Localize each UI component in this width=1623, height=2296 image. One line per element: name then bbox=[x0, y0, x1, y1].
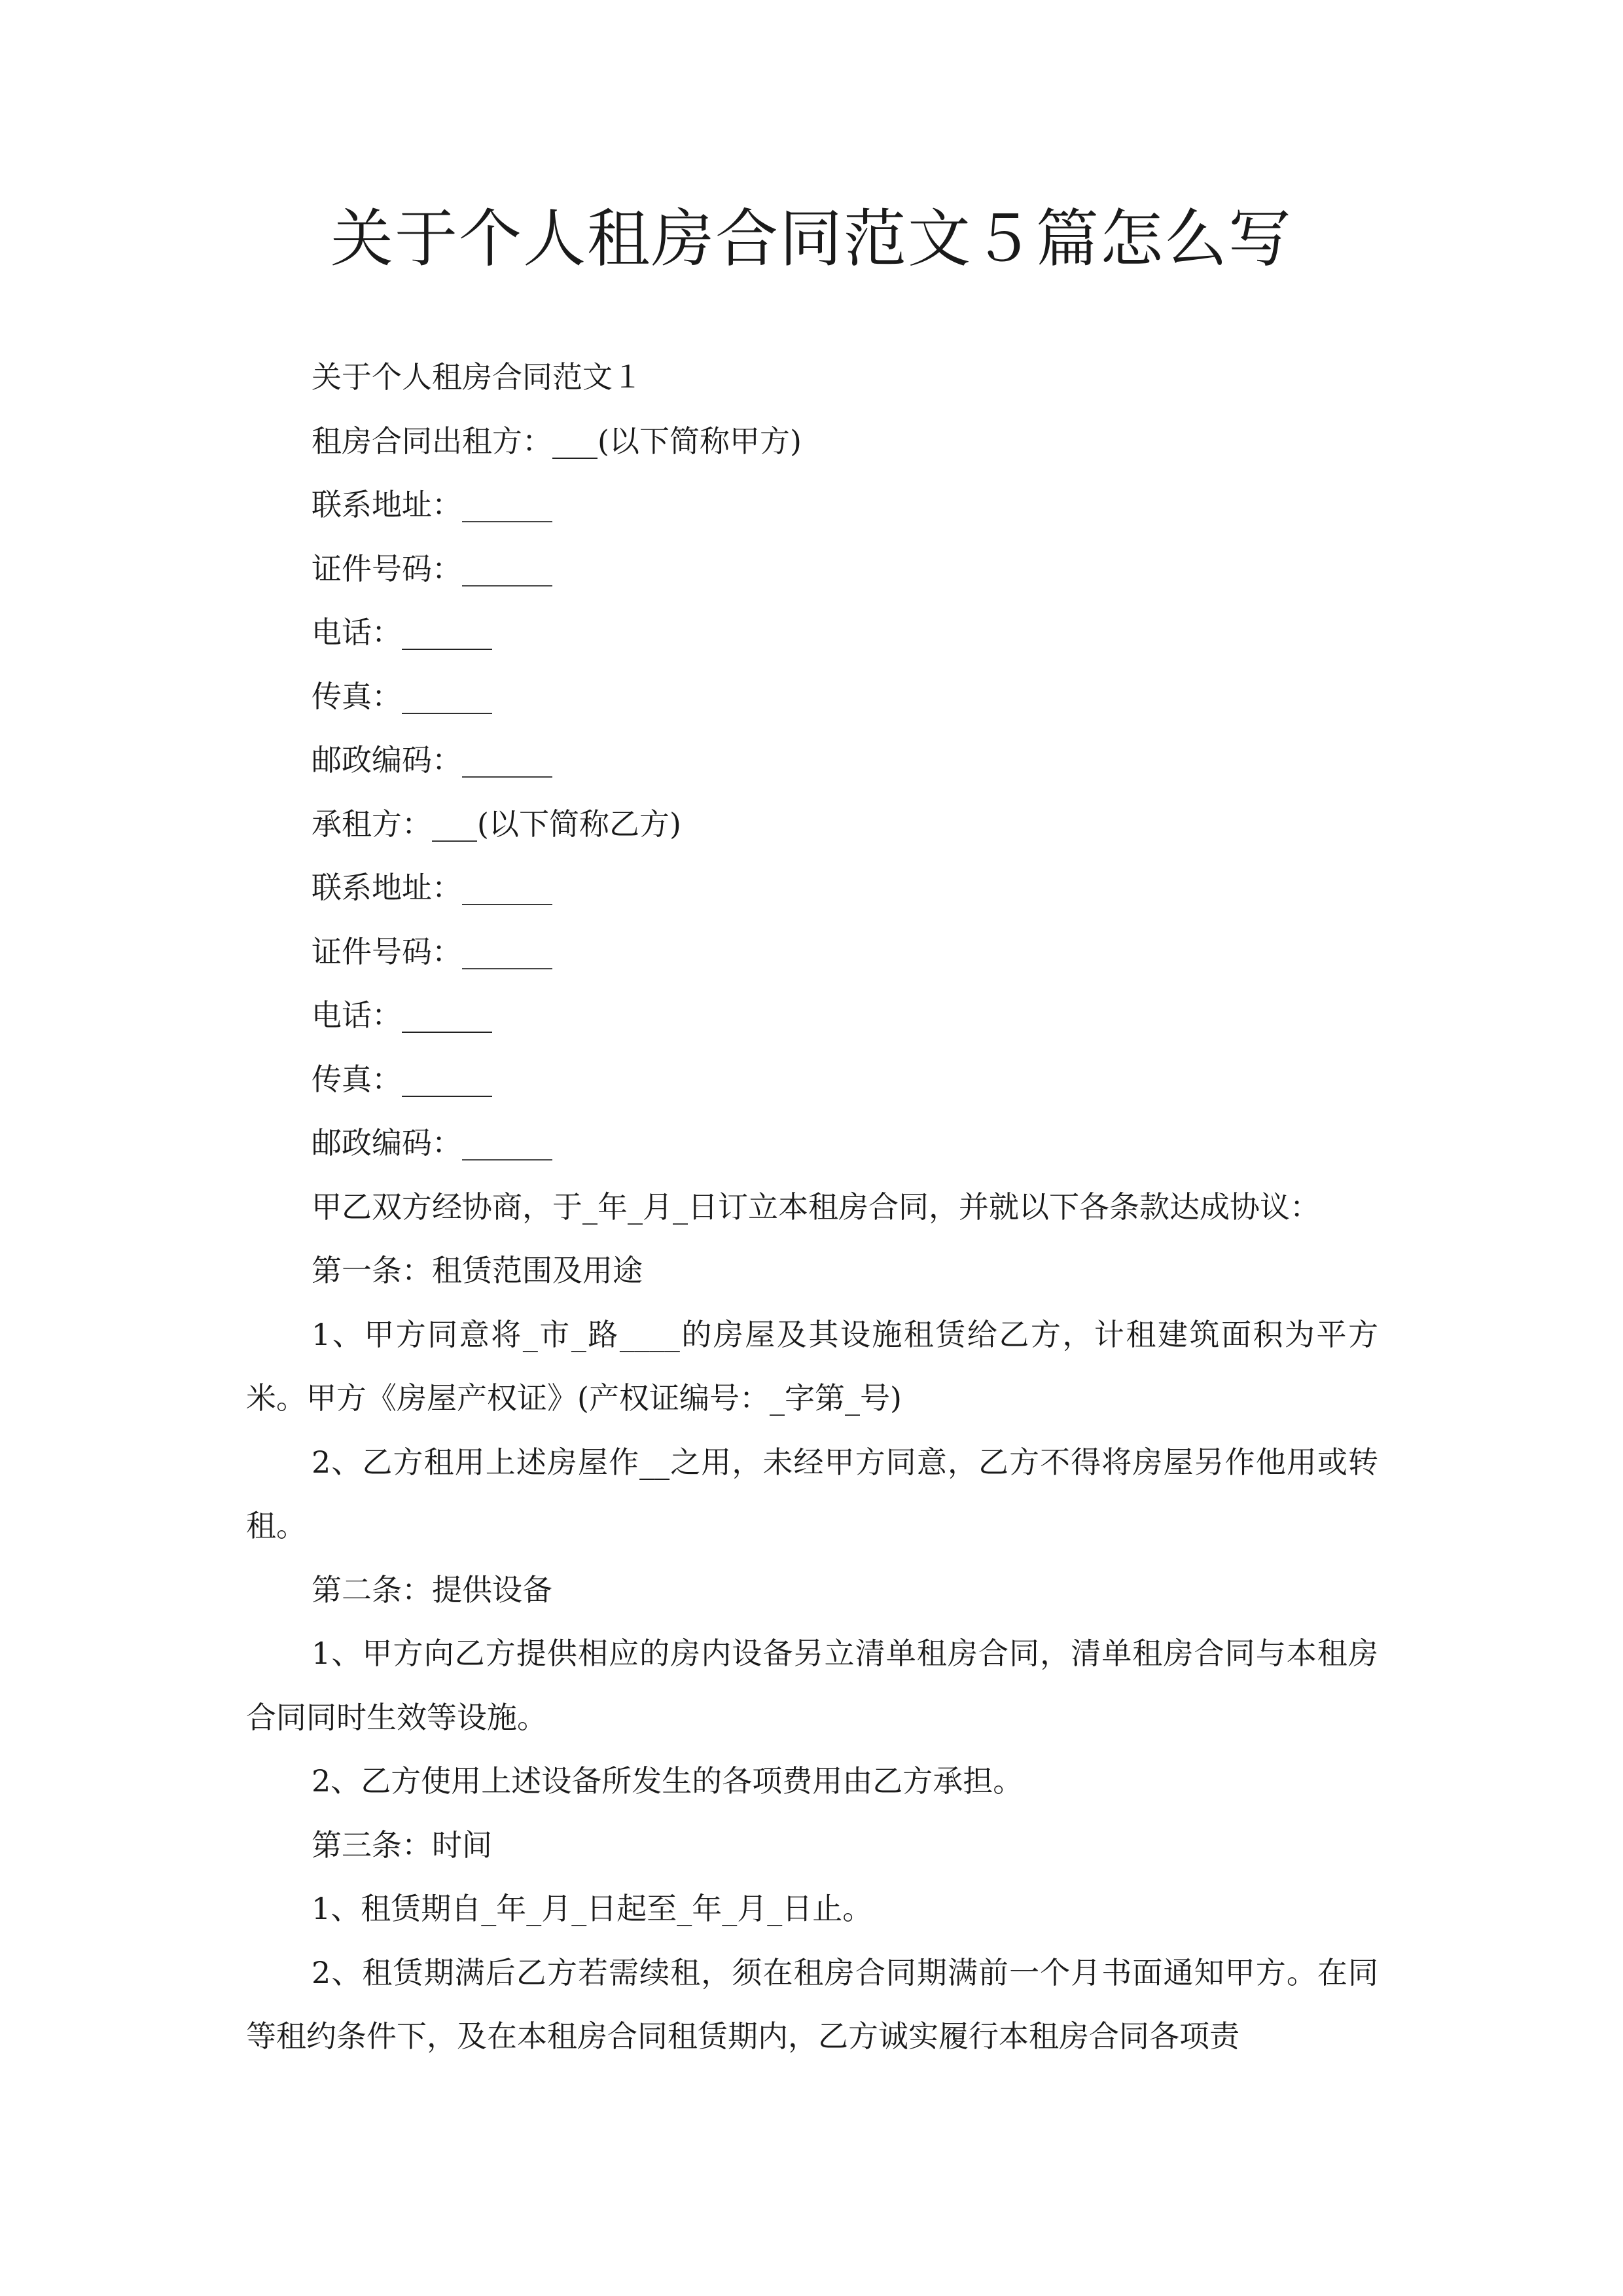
clause-3-item-1: 1、租赁期自_年_月_日起至_年_月_日止。 bbox=[312, 1891, 873, 1926]
lessee-postcode-line: 邮政编码：______ bbox=[312, 1125, 552, 1160]
lessee-id-line: 证件号码：______ bbox=[312, 933, 552, 969]
clause-3-item-2: 2、租赁期满后乙方若需续租，须在租房合同期满前一个月书面通知甲方。在同等租约条件下，及在本租房合同租赁期内，乙方诚实履行本租房合同各项责 bbox=[246, 1954, 1378, 2054]
clause-2-heading: 第二条：提供设备 bbox=[312, 1571, 552, 1607]
clause-1-item-1: 1、甲方同意将_市_路____的房屋及其设施租赁给乙方，计租建筑面积为平方米。甲方《房屋产权证》(产权证编号：_字第_号) bbox=[246, 1316, 1378, 1416]
lessor-postcode-line: 邮政编码：______ bbox=[312, 742, 552, 778]
lessee-address-line: 联系地址：______ bbox=[312, 870, 552, 905]
clause-1-item-2: 2、乙方租用上述房屋作__之用，未经甲方同意，乙方不得将房屋另作他用或转租。 bbox=[246, 1444, 1378, 1543]
document-body bbox=[246, 346, 1378, 2069]
clause-1-heading: 第一条：租赁范围及用途 bbox=[312, 1253, 643, 1288]
lessee-phone-line: 电话：______ bbox=[312, 997, 492, 1033]
lessor-fax-line: 传真：______ bbox=[312, 678, 492, 714]
lessor-phone-line: 电话：______ bbox=[312, 615, 492, 650]
clause-2-item-1: 1、甲方向乙方提供相应的房内设备另立清单租房合同，清单租房合同与本租房合同同时生效等设施。 bbox=[246, 1636, 1378, 1735]
lessee-line: 承租方：___(以下简称乙方) bbox=[312, 806, 681, 842]
lessor-id-line: 证件号码：______ bbox=[312, 550, 552, 586]
lessor-address-line: 联系地址：______ bbox=[312, 487, 552, 522]
lessee-fax-line: 传真：______ bbox=[312, 1061, 492, 1097]
clause-3-heading: 第三条：时间 bbox=[312, 1827, 492, 1863]
agreement-intro: 甲乙双方经协商，于_年_月_日订立本租房合同，并就以下各条款达成协议： bbox=[312, 1189, 1320, 1225]
lessor-line: 租房合同出租方：___(以下简称甲方) bbox=[312, 423, 802, 459]
section-heading: 关于个人租房合同范文１ bbox=[312, 359, 643, 395]
clause-2-item-2: 2、乙方使用上述设备所发生的各项费用由乙方承担。 bbox=[312, 1763, 1024, 1799]
document-title: 关于个人租房合同范文５篇怎么写 bbox=[330, 202, 1293, 276]
